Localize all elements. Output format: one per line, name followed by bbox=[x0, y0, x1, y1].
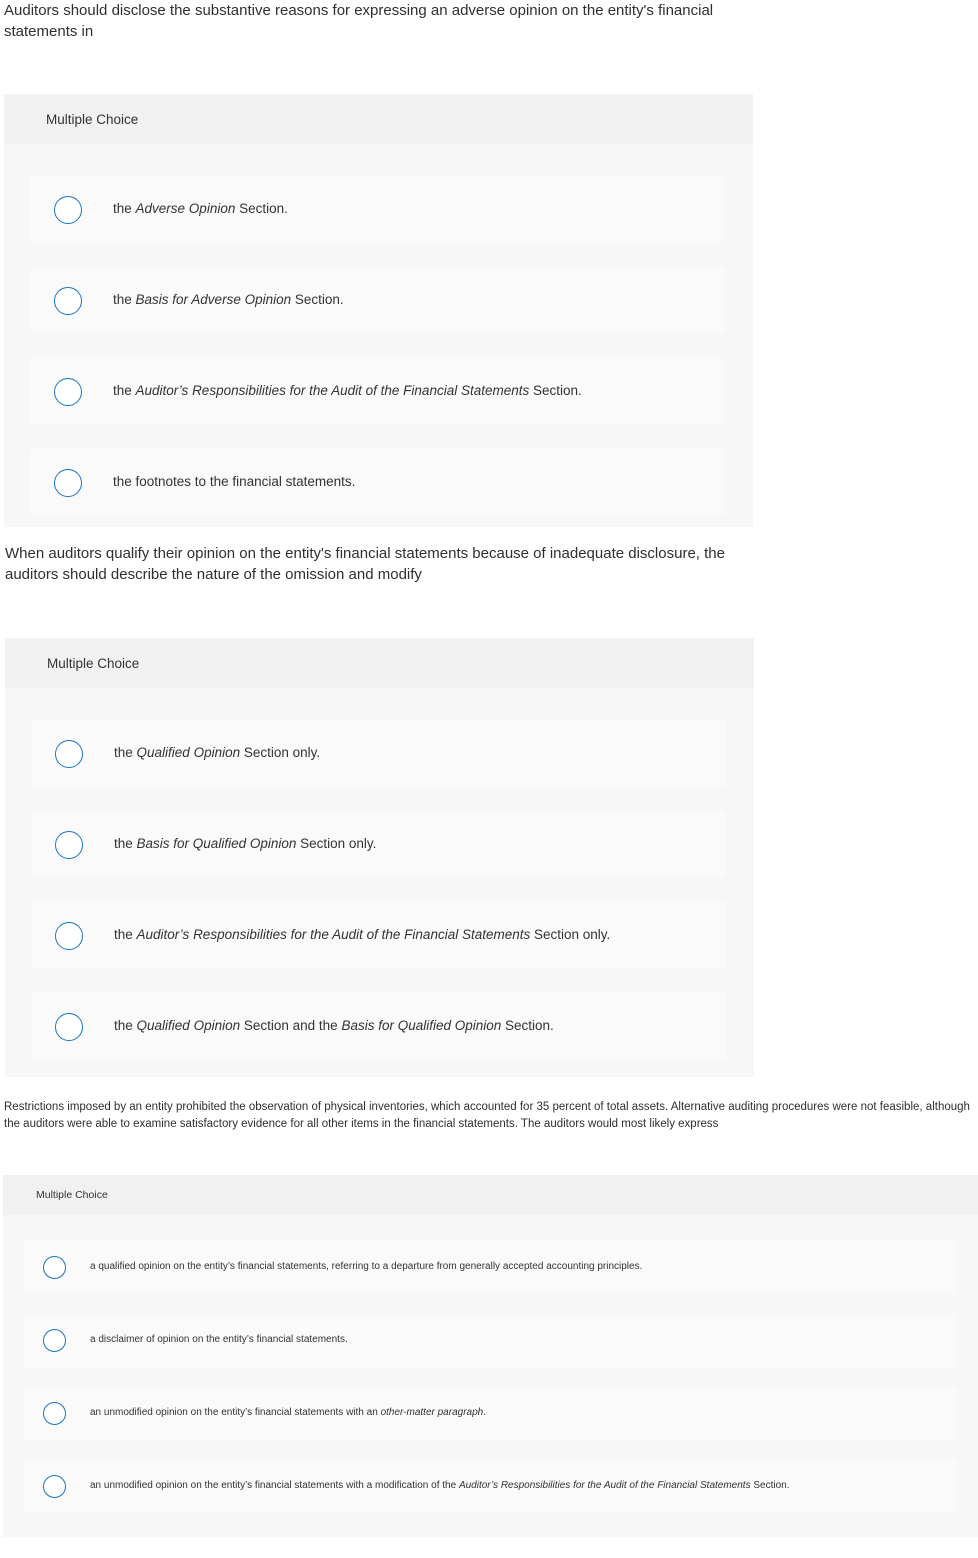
radio-button-icon[interactable] bbox=[43, 1475, 66, 1498]
choice-text-segment: Section only. bbox=[296, 836, 377, 851]
q2-choice-a[interactable] bbox=[31, 720, 726, 786]
italic-term: Basis for Qualified Opinion bbox=[136, 836, 297, 851]
q1-choice-c[interactable] bbox=[30, 358, 725, 424]
q3-choice-c[interactable] bbox=[24, 1387, 957, 1440]
choice-text-segment: a disclaimer of opinion on the entity’s financial statements. bbox=[90, 1334, 348, 1345]
q2-choice-d[interactable] bbox=[31, 993, 726, 1059]
choice-text-segment: the bbox=[114, 927, 137, 942]
choice-text bbox=[90, 1334, 348, 1345]
multiple-choice-header bbox=[5, 638, 754, 688]
choice-text-segment: Section. bbox=[291, 292, 344, 307]
choice-text-segment: Section. bbox=[529, 383, 582, 398]
choice-text bbox=[113, 292, 344, 307]
choice-text-segment: Section and the bbox=[240, 1018, 342, 1033]
question-2-prompt: When auditors qualify their opinion on the entity's financial statements because of inadequate disclosure, the auditors should describe the nature of the omission and modify bbox=[5, 545, 725, 583]
q1-choice-d[interactable] bbox=[30, 449, 725, 515]
italic-term: Auditor’s Responsibilities for the Audit of the Financial Statements bbox=[135, 383, 530, 398]
q3-choice-a[interactable] bbox=[24, 1241, 957, 1294]
radio-button-icon[interactable] bbox=[55, 1013, 83, 1041]
choice-text-segment: an unmodified opinion on the entity’s financial statements with an bbox=[90, 1407, 381, 1418]
q2-choice-b[interactable] bbox=[31, 811, 726, 877]
choice-text-segment: the bbox=[114, 745, 137, 760]
italic-term: Qualified Opinion bbox=[136, 745, 241, 760]
choice-text-segment: Section. bbox=[750, 1480, 790, 1491]
q3-choice-d[interactable] bbox=[24, 1460, 957, 1513]
choice-text-segment: the bbox=[113, 383, 136, 398]
radio-button-icon[interactable] bbox=[55, 740, 83, 768]
choice-text bbox=[113, 201, 288, 216]
radio-button-icon[interactable] bbox=[54, 378, 82, 406]
q1-choice-b[interactable] bbox=[30, 267, 725, 333]
italic-term: Qualified Opinion bbox=[136, 1018, 241, 1033]
choice-text bbox=[114, 927, 610, 942]
radio-button-icon[interactable] bbox=[43, 1256, 66, 1279]
radio-button-icon[interactable] bbox=[54, 287, 82, 315]
choice-text bbox=[90, 1480, 790, 1491]
choice-text-segment: Section only. bbox=[530, 927, 611, 942]
italic-term: Auditor’s Responsibilities for the Audit of the Financial Statements bbox=[458, 1480, 751, 1491]
choice-text-segment: . bbox=[483, 1407, 486, 1418]
choice-text-segment: the bbox=[113, 292, 136, 307]
q3-choice-b[interactable] bbox=[24, 1314, 957, 1367]
choice-text-segment: the bbox=[114, 1018, 137, 1033]
radio-button-icon[interactable] bbox=[43, 1329, 66, 1352]
choice-text-segment: Section. bbox=[501, 1018, 554, 1033]
choice-text bbox=[114, 745, 320, 760]
choice-text-segment: Section. bbox=[235, 201, 288, 216]
choice-text bbox=[90, 1261, 642, 1272]
multiple-choice-label: Multiple Choice bbox=[47, 655, 140, 671]
radio-button-icon[interactable] bbox=[55, 922, 83, 950]
italic-term: Basis for Qualified Opinion bbox=[341, 1018, 502, 1033]
choice-text bbox=[114, 1018, 554, 1033]
multiple-choice-header bbox=[3, 1175, 978, 1215]
choice-text-segment: the bbox=[114, 836, 137, 851]
multiple-choice-label: Multiple Choice bbox=[46, 111, 139, 127]
choice-text bbox=[113, 474, 355, 489]
choice-text-segment: the bbox=[113, 201, 136, 216]
choice-text-segment: a qualified opinion on the entity’s financial statements, referring to a departure from generally accepted accounting principles. bbox=[90, 1261, 643, 1272]
question-3-prompt: Restrictions imposed by an entity prohibited the observation of physical inventories, which accounted for 35 percent of total assets. Alternative auditing procedures were not feasible, although the auditors were able to examine satisfactory evidence for all other items in the financial statements. The auditors would most likely express bbox=[4, 1101, 970, 1130]
multiple-choice-label: Multiple Choice bbox=[36, 1189, 108, 1201]
multiple-choice-header bbox=[4, 94, 753, 144]
choice-text bbox=[114, 836, 376, 851]
radio-button-icon[interactable] bbox=[43, 1402, 66, 1425]
question-1-prompt: Auditors should disclose the substantive reasons for expressing an adverse opinion on the entity's financial statements in bbox=[4, 2, 714, 40]
italic-term: other-matter paragraph bbox=[380, 1407, 484, 1418]
choice-text bbox=[113, 383, 582, 398]
italic-term: Auditor’s Responsibilities for the Audit of the Financial Statements bbox=[136, 927, 531, 942]
italic-term: Basis for Adverse Opinion bbox=[135, 292, 292, 307]
choice-text-segment: an unmodified opinion on the entity’s financial statements with a modification of the bbox=[90, 1480, 459, 1491]
q2-choice-c[interactable] bbox=[31, 902, 726, 968]
radio-button-icon[interactable] bbox=[54, 196, 82, 224]
choice-text-segment: the footnotes to the financial statements. bbox=[113, 474, 356, 489]
italic-term: Adverse Opinion bbox=[135, 201, 236, 216]
choice-text-segment: Section only. bbox=[240, 745, 321, 760]
radio-button-icon[interactable] bbox=[54, 469, 82, 497]
q1-choice-a[interactable] bbox=[30, 176, 725, 242]
radio-button-icon[interactable] bbox=[55, 831, 83, 859]
choice-text bbox=[90, 1407, 486, 1418]
